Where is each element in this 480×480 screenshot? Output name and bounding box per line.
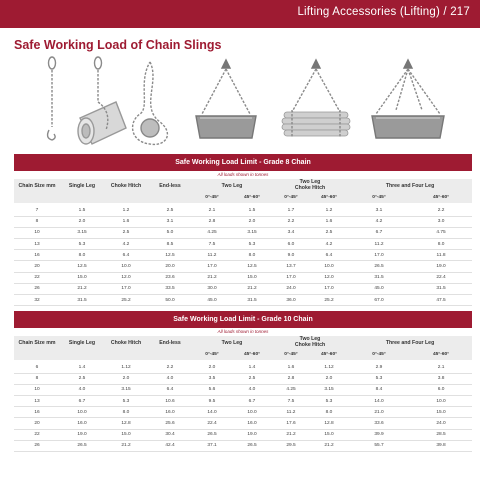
table-cell: 6.7 — [60, 396, 104, 407]
chain-sling-illustrations — [0, 52, 480, 154]
table-cell: 26.5 — [348, 261, 410, 272]
col-single-leg: Single Leg — [60, 336, 104, 349]
table-cell: 31.5 — [60, 295, 104, 306]
table-row — [14, 407, 472, 418]
table-cell: 17.6 — [272, 418, 310, 429]
table-cell: 26 — [14, 283, 60, 294]
table-cell: 3.5 — [192, 373, 232, 384]
table-cell: 1.2 — [104, 205, 148, 216]
table-cell: 6.0 — [272, 239, 310, 250]
table-cell: 1.6 — [310, 216, 348, 227]
table-cell: 25.2 — [104, 295, 148, 306]
table-cell: 2.0 — [310, 373, 348, 384]
col-choke-hitch: Choke Hitch — [104, 179, 148, 192]
col-chain-size: Chain Size mm — [14, 179, 60, 192]
table-cell: 15.0 — [60, 272, 104, 283]
table-cell: 20.0 — [148, 261, 192, 272]
table-row — [14, 295, 472, 306]
table-cell: 3.0 — [410, 216, 472, 227]
table-cell: 2.2 — [272, 216, 310, 227]
table-cell: 6.0 — [410, 384, 472, 395]
angle-label: 45°-60° — [410, 349, 472, 360]
table-subtitle: All loads shown in tonnes — [217, 172, 269, 177]
table-cell: 9.5 — [192, 396, 232, 407]
angle-label: 0°-45° — [192, 192, 232, 203]
grade8-table — [14, 154, 472, 306]
table-row — [14, 362, 472, 373]
table-cell: 12.8 — [104, 418, 148, 429]
table-cell: 7.5 — [192, 239, 232, 250]
table-cell: 15.0 — [310, 429, 348, 440]
table-cell: 19.0 — [410, 261, 472, 272]
table-row — [14, 205, 472, 216]
table-cell: 3.15 — [104, 384, 148, 395]
column-header-row — [14, 179, 472, 192]
table-cell: 16 — [14, 407, 60, 418]
table-cell: 23.6 — [148, 272, 192, 283]
table-cell: 2.2 — [148, 362, 192, 373]
endless-sling-illustration — [133, 62, 168, 144]
table-cell: 33.5 — [148, 283, 192, 294]
table-body — [14, 205, 472, 306]
table-cell: 3.1 — [148, 216, 192, 227]
table-cell: 39.9 — [348, 429, 410, 440]
table-cell: 17.0 — [272, 272, 310, 283]
col-chain-size: Chain Size mm — [14, 336, 60, 349]
table-row — [14, 261, 472, 272]
angle-header-row — [14, 192, 472, 203]
table-row — [14, 396, 472, 407]
grade10-table — [14, 311, 472, 452]
table-cell: 32 — [14, 295, 60, 306]
table-cell: 1.12 — [104, 362, 148, 373]
table-cell: 8.4 — [348, 384, 410, 395]
table-cell: 8.5 — [148, 239, 192, 250]
table-cell: 17.0 — [192, 261, 232, 272]
table-cell: 22.4 — [410, 272, 472, 283]
two-leg-choke-illustration — [282, 60, 350, 138]
table-cell: 1.2 — [310, 205, 348, 216]
table-cell: 14.0 — [192, 407, 232, 418]
table-cell: 2.5 — [148, 205, 192, 216]
table-cell: 7 — [14, 205, 60, 216]
table-cell: 3.15 — [232, 227, 272, 238]
table-row — [14, 384, 472, 395]
table-body — [14, 362, 472, 452]
table-cell: 22 — [14, 272, 60, 283]
table-cell: 19.0 — [60, 429, 104, 440]
col-endless: End-less — [148, 179, 192, 192]
col-two-leg-choke — [272, 179, 348, 192]
table-cell: 17.0 — [310, 283, 348, 294]
table-cell: 1.4 — [60, 362, 104, 373]
table-cell: 30.0 — [192, 283, 232, 294]
table-cell: 24.0 — [272, 283, 310, 294]
table-cell: 28.5 — [410, 429, 472, 440]
table-cell: 15.0 — [410, 407, 472, 418]
table-cell: 2.5 — [232, 373, 272, 384]
table-cell: 1.5 — [60, 205, 104, 216]
table-cell: 12.0 — [104, 272, 148, 283]
table-cell: 4.2 — [104, 239, 148, 250]
col-endless: End-less — [148, 336, 192, 349]
table-cell: 21.2 — [192, 272, 232, 283]
table-cell: 12.8 — [310, 418, 348, 429]
table-cell: 16 — [14, 250, 60, 261]
table-row — [14, 440, 472, 451]
table-cell: 4.0 — [60, 384, 104, 395]
table-cell: 15.0 — [104, 429, 148, 440]
table-cell: 10.0 — [410, 396, 472, 407]
table-cell: 2.0 — [192, 362, 232, 373]
table-cell: 13 — [14, 239, 60, 250]
table-cell: 3.15 — [60, 227, 104, 238]
table-cell: 47.5 — [410, 295, 472, 306]
table-cell: 4.0 — [232, 384, 272, 395]
choke-hitch-illustration — [78, 57, 126, 144]
table-cell: 11.2 — [272, 407, 310, 418]
table-cell: 5.0 — [148, 227, 192, 238]
col-two-leg-choke-line1: Two Leg — [299, 179, 321, 185]
table-cell: 10.6 — [148, 396, 192, 407]
table-cell: 6.4 — [148, 384, 192, 395]
table-cell: 26 — [14, 440, 60, 451]
table-cell: 17.0 — [104, 283, 148, 294]
table-cell: 3.8 — [410, 373, 472, 384]
angle-label: 45°-60° — [410, 192, 472, 203]
table-cell: 33.6 — [348, 418, 410, 429]
table-cell: 21.2 — [310, 440, 348, 451]
header-title: Lifting Accessories (Lifting) / 217 — [297, 6, 470, 18]
angle-label: 0°-45° — [192, 349, 232, 360]
table-cell: 17.0 — [348, 250, 410, 261]
table-cell: 10.0 — [60, 407, 104, 418]
header-bar — [0, 0, 480, 28]
table-cell: 31.5 — [410, 283, 472, 294]
table-cell: 4.75 — [410, 227, 472, 238]
table-cell: 42.4 — [148, 440, 192, 451]
table-cell: 21.2 — [232, 283, 272, 294]
table-cell: 67.0 — [348, 295, 410, 306]
table-cell: 21.2 — [104, 440, 148, 451]
table-cell: 8.0 — [232, 250, 272, 261]
table-cell: 8.0 — [104, 407, 148, 418]
table-row — [14, 216, 472, 227]
page-title: Safe Working Load of Chain Slings — [14, 38, 222, 52]
two-leg-illustration — [196, 60, 256, 138]
table-cell: 26.5 — [232, 440, 272, 451]
col-choke-hitch: Choke Hitch — [104, 336, 148, 349]
table-row — [14, 283, 472, 294]
table-cell: 55.7 — [348, 440, 410, 451]
table-cell: 20 — [14, 261, 60, 272]
table-cell: 5.6 — [192, 384, 232, 395]
table-cell: 16.0 — [148, 407, 192, 418]
table-title: Safe Working Load Limit - Grade 10 Chain — [14, 311, 472, 328]
table-title: Safe Working Load Limit - Grade 8 Chain — [14, 154, 472, 171]
table-cell: 8.0 — [310, 407, 348, 418]
table-cell: 1.12 — [310, 362, 348, 373]
table-cell: 16.0 — [60, 418, 104, 429]
table-cell: 11.2 — [348, 239, 410, 250]
table-cell: 1.5 — [232, 205, 272, 216]
table-cell: 2.9 — [348, 362, 410, 373]
table-cell: 3.4 — [272, 227, 310, 238]
table-cell: 5.3 — [104, 396, 148, 407]
table-subtitle: All loads shown in tonnes — [217, 329, 269, 334]
table-row — [14, 227, 472, 238]
table-cell: 6.4 — [104, 250, 148, 261]
table-cell: 2.8 — [192, 216, 232, 227]
table-cell: 10 — [14, 384, 60, 395]
single-leg-illustration — [48, 57, 56, 140]
table-cell: 7.5 — [272, 396, 310, 407]
four-leg-illustration — [372, 60, 444, 138]
table-row — [14, 272, 472, 283]
table-cell: 12.0 — [310, 272, 348, 283]
table-cell: 8.0 — [410, 239, 472, 250]
table-cell: 2.8 — [272, 373, 310, 384]
table-cell: 15.0 — [232, 272, 272, 283]
table-cell: 4.0 — [148, 373, 192, 384]
col-single-leg: Single Leg — [60, 179, 104, 192]
table-cell: 3.1 — [348, 205, 410, 216]
col-three-four-leg: Three and Four Leg — [348, 336, 472, 349]
col-three-four-leg: Three and Four Leg — [348, 179, 472, 192]
table-cell: 4.2 — [310, 239, 348, 250]
table-cell: 11.8 — [410, 250, 472, 261]
table-cell: 22 — [14, 429, 60, 440]
angle-label: 45°-60° — [310, 349, 348, 360]
table-cell: 25.2 — [310, 295, 348, 306]
angle-label: 0°-45° — [348, 349, 410, 360]
table-cell: 2.2 — [410, 205, 472, 216]
table-cell: 45.0 — [348, 283, 410, 294]
table-cell: 45.0 — [192, 295, 232, 306]
table-cell: 8 — [14, 216, 60, 227]
table-cell: 5.3 — [348, 373, 410, 384]
col-two-leg-choke-line2: Choke Hitch — [294, 341, 326, 348]
col-two-leg-choke-line2: Choke Hitch — [294, 184, 326, 191]
table-cell: 13 — [14, 396, 60, 407]
table-cell: 29.5 — [272, 440, 310, 451]
table-cell: 1.7 — [272, 205, 310, 216]
table-cell: 36.0 — [272, 295, 310, 306]
table-cell: 4.25 — [272, 384, 310, 395]
table-cell: 20 — [14, 418, 60, 429]
column-header-row — [14, 336, 472, 349]
table-cell: 21.2 — [272, 429, 310, 440]
table-row — [14, 373, 472, 384]
table-cell: 8.0 — [60, 250, 104, 261]
table-cell: 12.5 — [148, 250, 192, 261]
table-row — [14, 418, 472, 429]
table-cell: 22.4 — [192, 418, 232, 429]
table-cell: 31.5 — [348, 272, 410, 283]
table-cell: 6.4 — [310, 250, 348, 261]
table-cell: 10 — [14, 227, 60, 238]
table-cell: 2.1 — [410, 362, 472, 373]
table-row — [14, 429, 472, 440]
table-cell: 11.2 — [192, 250, 232, 261]
table-cell: 2.0 — [60, 216, 104, 227]
table-cell: 31.5 — [232, 295, 272, 306]
angle-label: 45°-60° — [232, 349, 272, 360]
table-cell: 16.0 — [232, 418, 272, 429]
table-cell: 30.4 — [148, 429, 192, 440]
table-cell: 1.6 — [272, 362, 310, 373]
table-cell: 37.1 — [192, 440, 232, 451]
table-cell: 8 — [14, 373, 60, 384]
table-cell: 21.0 — [348, 407, 410, 418]
table-cell: 3.15 — [310, 384, 348, 395]
angle-label: 45°-60° — [310, 192, 348, 203]
table-cell: 6 — [14, 362, 60, 373]
table-cell: 13.7 — [272, 261, 310, 272]
table-cell: 24.0 — [410, 418, 472, 429]
table-row — [14, 250, 472, 261]
table-cell: 10.0 — [104, 261, 148, 272]
table-cell: 4.2 — [348, 216, 410, 227]
table-cell: 5.3 — [310, 396, 348, 407]
col-two-leg-choke — [272, 336, 348, 349]
table-cell: 9.0 — [272, 250, 310, 261]
table-cell: 14.0 — [348, 396, 410, 407]
table-cell: 5.3 — [60, 239, 104, 250]
table-cell: 10.0 — [232, 407, 272, 418]
col-two-leg: Two Leg — [192, 336, 272, 349]
table-cell: 26.5 — [192, 429, 232, 440]
angle-header-row — [14, 349, 472, 360]
table-cell: 2.5 — [104, 227, 148, 238]
table-cell: 39.8 — [410, 440, 472, 451]
angle-label: 0°-45° — [348, 192, 410, 203]
table-cell: 6.7 — [348, 227, 410, 238]
table-cell: 2.0 — [232, 216, 272, 227]
table-cell: 19.0 — [232, 429, 272, 440]
table-cell: 26.5 — [60, 440, 104, 451]
table-cell: 1.6 — [104, 216, 148, 227]
table-cell: 10.0 — [310, 261, 348, 272]
table-cell: 4.25 — [192, 227, 232, 238]
table-cell: 12.5 — [60, 261, 104, 272]
table-cell: 2.5 — [310, 227, 348, 238]
table-cell: 2.1 — [192, 205, 232, 216]
table-cell: 25.6 — [148, 418, 192, 429]
table-cell: 50.0 — [148, 295, 192, 306]
angle-label: 0°-45° — [272, 349, 310, 360]
table-cell: 2.0 — [104, 373, 148, 384]
table-cell: 21.2 — [60, 283, 104, 294]
table-cell: 6.7 — [232, 396, 272, 407]
table-cell: 12.5 — [232, 261, 272, 272]
angle-label: 45°-60° — [232, 192, 272, 203]
table-cell: 2.5 — [60, 373, 104, 384]
angle-label: 0°-45° — [272, 192, 310, 203]
col-two-leg: Two Leg — [192, 179, 272, 192]
table-cell: 5.3 — [232, 239, 272, 250]
table-cell: 1.4 — [232, 362, 272, 373]
col-two-leg-choke-line1: Two Leg — [299, 336, 321, 342]
table-row — [14, 239, 472, 250]
